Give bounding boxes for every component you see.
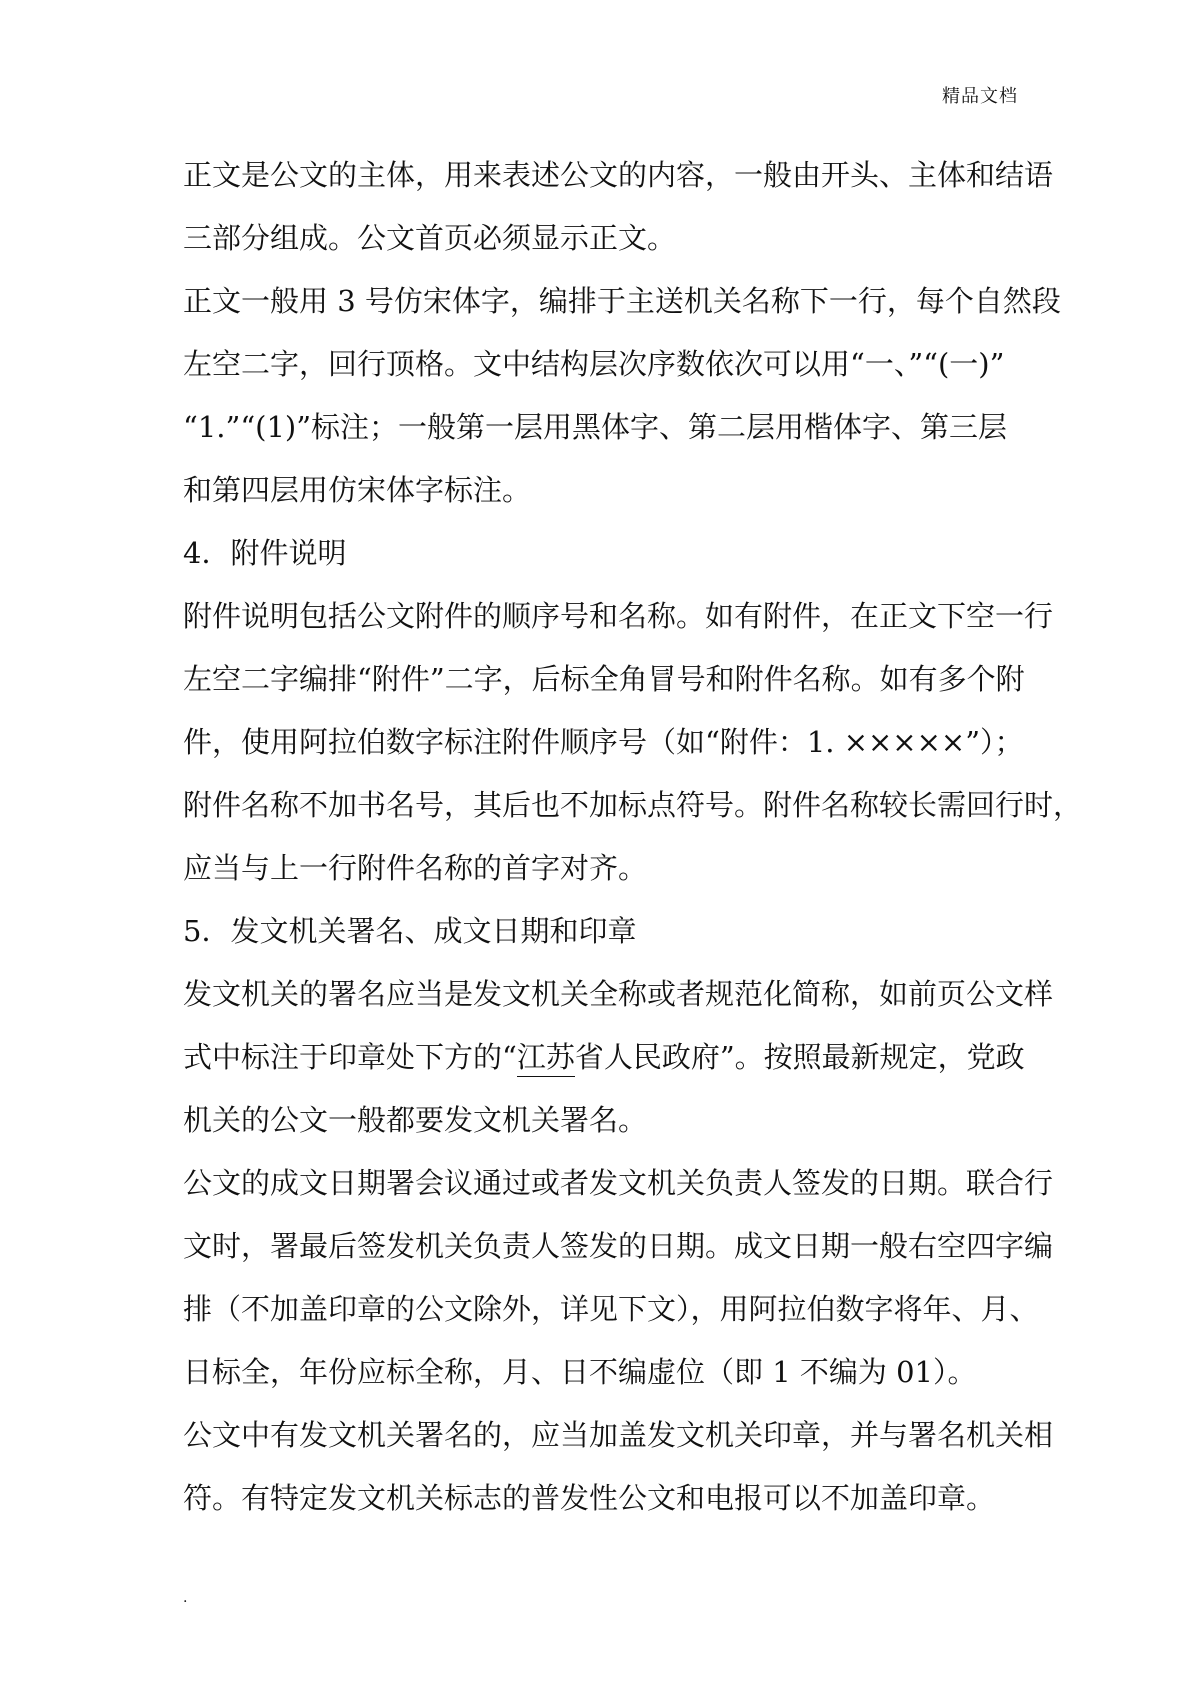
underlined-place-name: 江苏	[517, 1040, 575, 1077]
body-text-line: 公文的成文日期署会议通过或者发文机关负责人签发的日期。联合行	[183, 1166, 1054, 1200]
body-text-line: 三部分组成。公文首页必须显示正文。	[183, 221, 677, 255]
page-header-label: 精品文档	[942, 86, 1018, 107]
body-text-line: 发文机关的署名应当是发文机关全称或者规范化简称，如前页公文样	[183, 977, 1054, 1011]
body-text-line: 正文一般用 3 号仿宋体字，编排于主送机关名称下一行，每个自然段	[183, 284, 1061, 318]
body-text-line: 件，使用阿拉伯数字标注附件顺序号（如“附件：1. ×××××”）；	[183, 725, 1024, 759]
body-text-line: 文时，署最后签发机关负责人签发的日期。成文日期一般右空四字编	[183, 1229, 1054, 1263]
document-body	[183, 144, 1083, 1530]
body-text-line: 机关的公文一般都要发文机关署名。	[183, 1103, 648, 1137]
body-text-line: 附件说明包括公文附件的顺序号和名称。如有附件，在正文下空一行	[183, 599, 1054, 633]
body-text-line: 和第四层用仿宋体字标注。	[183, 473, 532, 507]
body-text-line: “1.”“(1)”标注；一般第一层用黑体字、第二层用楷体字、第三层	[183, 410, 1008, 444]
section-heading-signature: 5．发文机关署名、成文日期和印章	[183, 914, 637, 948]
section-heading-attachment: 4．附件说明	[183, 536, 347, 570]
body-text-line: 公文中有发文机关署名的，应当加盖发文机关印章，并与署名机关相	[183, 1418, 1054, 1452]
body-text-line	[183, 1026, 1023, 1089]
text-segment: 式中标注于印章处下方的“	[183, 1040, 517, 1074]
text-segment: 省人民政府”。按照最新规定，党政	[574, 1040, 1025, 1074]
body-text-line: 日标全，年份应标全称，月、日不编虚位（即 1 不编为 01）。	[183, 1355, 977, 1389]
body-text-line: 排（不加盖印章的公文除外，详见下文），用阿拉伯数字将年、月、	[183, 1292, 1039, 1326]
body-text-line: 左空二字编排“附件”二字，后标全角冒号和附件名称。如有多个附	[183, 662, 1025, 696]
body-text-line: 正文是公文的主体，用来表述公文的内容，一般由开头、主体和结语	[183, 158, 1054, 192]
body-text-line: 符。有特定发文机关标志的普发性公文和电报可以不加盖印章。	[183, 1481, 996, 1515]
body-text-line: 应当与上一行附件名称的首字对齐。	[183, 851, 648, 885]
body-text-line: 附件名称不加书名号，其后也不加标点符号。附件名称较长需回行时，	[183, 788, 1083, 822]
footer-mark: .	[183, 1590, 188, 1606]
body-text-line: 左空二字，回行顶格。文中结构层次序数依次可以用“一、”“(一)”	[183, 347, 1005, 381]
